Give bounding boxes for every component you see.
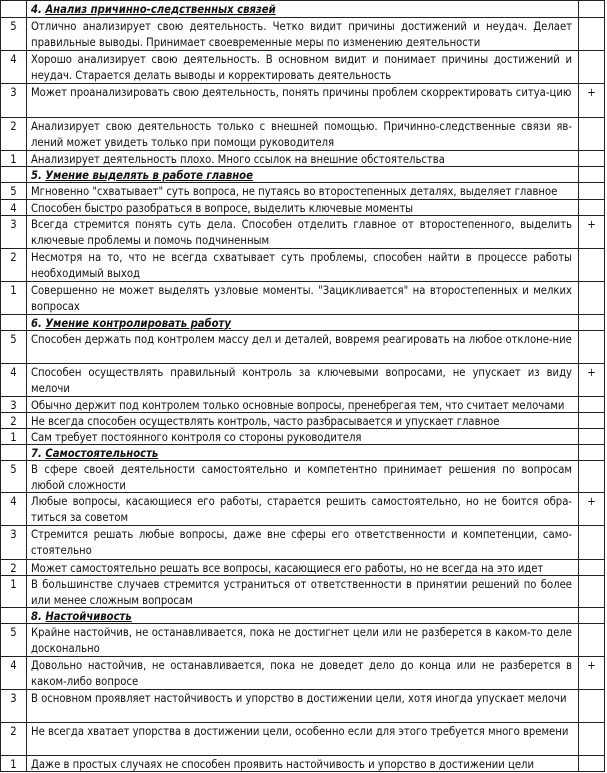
criterion-text: Анализирует свою деятельность только с внешней помощью. Причинно-следственные связи яв-лений может увидеть только при помощи руководителя: [31, 120, 572, 149]
criterion-text: Довольно настойчив, не останавливается, пока не доведет дело до конца или не разберется в каком-либо вопросе: [31, 659, 572, 688]
criterion-text: Обычно держит под контролем только основные вопросы, пренебрегая тем, что считает мелочами: [31, 399, 565, 412]
criterion-text: В большинстве случаев стремится устраниться от ответственности в принятии решений по более или менее сложным вопросам: [31, 578, 572, 607]
mark-cell: [578, 151, 605, 166]
criterion-text: Способен держать под контролем массу дел и деталей, вовремя реагировать на любое отклоне-ние: [31, 333, 572, 346]
criterion-text: Отлично анализирует свою деятельность. Четко видит причины достижений и неудач. Делает правильные выводы. Принимает своевременные меры по изменению деятельности: [31, 20, 572, 49]
table-row: [0, 492, 605, 525]
table-row: [0, 525, 605, 559]
section-title: 7. Самостоятельность: [31, 447, 159, 460]
score-cell: 1: [0, 756, 27, 771]
mark-cell: [578, 315, 605, 330]
mark-cell: [578, 608, 605, 623]
criterion-text: В сфере своей деятельности самостоятельно и компетентно принимает решения по вопросам любой сложности: [31, 463, 572, 492]
score-cell: 4: [0, 200, 27, 215]
table-row: [0, 330, 605, 363]
table-row: [0, 428, 605, 444]
table-row: [0, 656, 605, 689]
score-cell: 4: [0, 657, 27, 689]
mark-cell: [578, 413, 605, 428]
score-cell: 3: [0, 526, 27, 559]
mark-cell: [578, 18, 605, 50]
criterion-text: В основном проявляет настойчивость и упорство в достижении цели, хотя иногда упускает мелочи: [31, 692, 567, 705]
score-cell: 2: [0, 118, 27, 150]
table-row: [0, 363, 605, 396]
score-cell: 2: [0, 723, 27, 755]
mark-cell: [578, 167, 605, 182]
score-cell: [0, 1, 27, 17]
criterion-text: Любые вопросы, касающиеся его работы, старается решить самостоятельно, но не боится обра-титься за советом: [31, 495, 572, 524]
section-header: [0, 166, 605, 182]
mark-cell: [578, 249, 605, 281]
section-header: [0, 314, 605, 330]
table-row: [0, 460, 605, 492]
table-row: [0, 689, 605, 722]
table-row: [0, 575, 605, 607]
table-row: [0, 396, 605, 412]
table-row: [0, 182, 605, 199]
criterion-text: Даже в простых случаях не способен проявить настойчивость и упорство в достижении цели: [31, 758, 534, 771]
score-cell: 3: [0, 216, 27, 248]
mark-cell: [578, 560, 605, 575]
table-row: [0, 150, 605, 166]
mark-cell: [578, 624, 605, 656]
mark-cell: [578, 576, 605, 607]
table-row: [0, 17, 605, 50]
mark-cell: [578, 429, 605, 444]
criterion-text: Способен осуществлять правильный контроль за ключевыми вопросами, не упускает из виду мелочи: [31, 366, 572, 395]
table-row: [0, 83, 605, 117]
score-cell: 4: [0, 364, 27, 396]
mark-cell: +: [578, 493, 605, 525]
table-row: [0, 215, 605, 248]
mark-cell: [578, 397, 605, 412]
mark-cell: [578, 526, 605, 559]
section-title: 4. Анализ причинно-следственных связей: [31, 3, 276, 16]
mark-cell: [578, 183, 605, 199]
score-cell: [0, 167, 27, 182]
table-row: [0, 117, 605, 150]
score-cell: 3: [0, 84, 27, 117]
mark-cell: [578, 690, 605, 722]
table-row: [0, 248, 605, 281]
section-header: [0, 444, 605, 460]
score-cell: 1: [0, 282, 27, 314]
section-header: [0, 0, 605, 17]
score-cell: 4: [0, 493, 27, 525]
criterion-text: Анализирует деятельность плохо. Много ссылок на внешние обстоятельства: [31, 153, 445, 166]
table-row: [0, 412, 605, 428]
criterion-text: Хорошо анализирует свою деятельность. В основном видит и понимает причины достижений и неудач. Старается делать выводы и корректировать деятельность: [31, 53, 572, 82]
mark-cell: +: [578, 364, 605, 396]
criterion-text: Может самостоятельно решать все вопросы, касающиеся его работы, но не всегда на это идет: [31, 562, 544, 575]
criterion-text: Крайне настойчив, не останавливается, пока не достигнет цели или не разберется в каком-то деле досконально: [31, 626, 572, 655]
table-row: [0, 50, 605, 83]
mark-cell: [578, 461, 605, 492]
table-row: [0, 755, 605, 772]
section-title: 6. Умение контролировать работу: [31, 317, 231, 330]
criterion-text: Всегда стремится понять суть дела. Способен отделить главное от второстепенного, выделить ключевые проблемы и помочь подчиненным: [31, 218, 572, 247]
table-row: [0, 281, 605, 314]
criterion-text: Мгновенно "схватывает" суть вопроса, не путаясь во второстепенных деталях, выделяет главное: [31, 185, 558, 198]
score-cell: 2: [0, 249, 27, 281]
score-cell: 3: [0, 690, 27, 722]
score-cell: 1: [0, 576, 27, 607]
table-row: [0, 199, 605, 215]
score-cell: 1: [0, 151, 27, 166]
criterion-text: Стремится решать любые вопросы, даже вне сферы его ответственности и компетенции, само-стоятельно: [31, 528, 572, 557]
table-row: [0, 722, 605, 755]
score-cell: [0, 315, 27, 330]
criterion-text: Не всегда способен осуществлять контроль, часто разбрасывается и упускает главное: [31, 415, 500, 428]
mark-cell: [578, 51, 605, 83]
section-header: [0, 607, 605, 623]
score-cell: 2: [0, 560, 27, 575]
table-row: [0, 623, 605, 656]
section-title: 8. Настойчивость: [31, 610, 132, 623]
mark-cell: [578, 200, 605, 215]
mark-cell: [578, 723, 605, 755]
score-cell: [0, 445, 27, 460]
score-cell: [0, 608, 27, 623]
mark-cell: [578, 118, 605, 150]
mark-cell: [578, 282, 605, 314]
mark-cell: +: [578, 84, 605, 117]
score-cell: 1: [0, 429, 27, 444]
mark-cell: [578, 331, 605, 363]
score-cell: 2: [0, 413, 27, 428]
score-cell: 5: [0, 331, 27, 363]
mark-cell: [578, 756, 605, 771]
criterion-text: Совершенно не может выделять узловые моменты. "Зацикливается" на второстепенных и мелких вопросах: [31, 284, 572, 313]
section-title: 5. Умение выделять в работе главное: [31, 169, 253, 182]
criterion-text: Сам требует постоянного контроля со стороны руководителя: [31, 431, 362, 444]
score-cell: 3: [0, 397, 27, 412]
mark-cell: +: [578, 657, 605, 689]
mark-cell: +: [578, 216, 605, 248]
score-cell: 5: [0, 624, 27, 656]
criterion-text: Не всегда хватает упорства в достижении цели, особенно если для этого требуется много времени: [31, 725, 569, 738]
criterion-text: Несмотря на то, что не всегда схватывает суть проблемы, способен найти в процессе работы необходимый выход: [31, 251, 572, 280]
criterion-text: Может проанализировать свою деятельность, понять причины проблем скорректировать ситуа-цию: [31, 86, 572, 99]
table-row: [0, 559, 605, 575]
score-cell: 4: [0, 51, 27, 83]
score-cell: 5: [0, 183, 27, 199]
score-cell: 5: [0, 461, 27, 492]
mark-cell: [578, 445, 605, 460]
score-cell: 5: [0, 18, 27, 50]
criterion-text: Способен быстро разобраться в вопросе, выделить ключевые моменты: [31, 202, 414, 215]
mark-cell: [578, 1, 605, 17]
